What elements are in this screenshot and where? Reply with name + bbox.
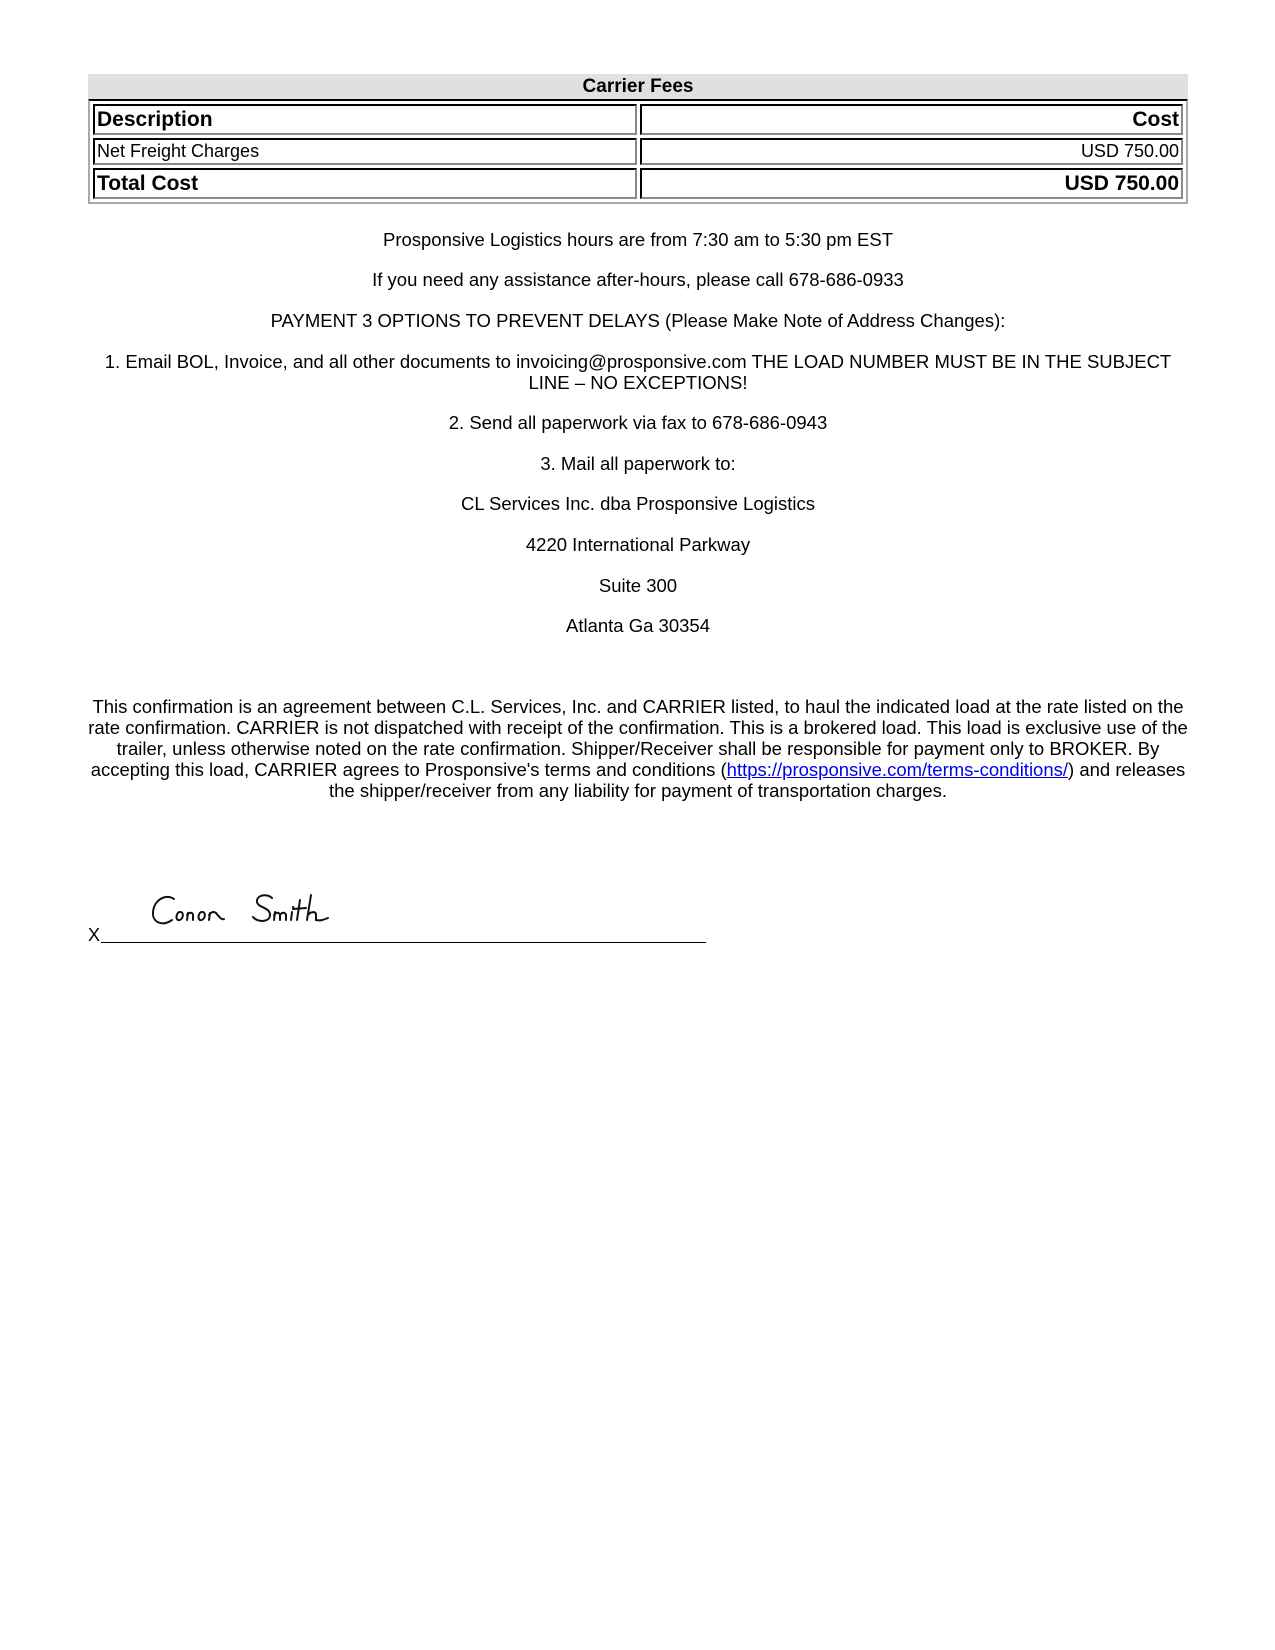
payment-option-fax: 2. Send all paperwork via fax to 678-686-0943	[448, 412, 828, 433]
address-line-suite: Suite 300	[598, 575, 678, 596]
fee-cost: USD 750.00	[640, 138, 1184, 165]
agreement-text-end: ) and releases the shipper/receiver from any liability for payment of transportation charges.	[329, 759, 1186, 801]
carrier-fees-table	[88, 99, 1188, 204]
office-hours-text: Prosponsive Logistics hours are from 7:30 am to 5:30 pm EST	[382, 229, 893, 250]
payment-options-header: PAYMENT 3 OPTIONS TO PREVENT DELAYS (Please Make Note of Address Changes):	[270, 310, 1006, 331]
fee-description: Net Freight Charges	[93, 138, 637, 165]
table-header-row	[93, 104, 1183, 135]
total-value: USD 750.00	[640, 168, 1184, 199]
column-header-description: Description	[93, 104, 637, 135]
payment-option-email: 1. Email BOL, Invoice, and all other documents to invoicing@prosponsive.com THE LOAD NUMBER MUST BE IN THE SUBJECT LINE – NO EXCEPTIONS!	[104, 351, 1172, 393]
agreement-text-start: This confirmation is an agreement between C.L. Services, Inc. and CARRIER listed, to haul the indicated load at the rate listed on the rate confirmation. CARRIER is not dispatched with receipt of the confirmation. This is a brokered load. This load is exclusive use of the trailer, unless otherwise noted on the rate confirmation. Shipper/Receiver shall be responsible for payment only to BROKER. By accepting this load, CARRIER agrees to Prosponsive's terms and conditions (	[88, 696, 1188, 780]
handwritten-signature	[150, 890, 350, 935]
total-row	[93, 168, 1183, 199]
payment-option-mail: 3. Mail all paperwork to:	[540, 453, 736, 474]
carrier-fees-section	[88, 74, 1188, 204]
address-line-city: Atlanta Ga 30354	[566, 615, 710, 636]
carrier-fees-title: Carrier Fees	[88, 74, 1188, 99]
terms-conditions-link[interactable]: https://prosponsive.com/terms-conditions/	[726, 759, 1069, 780]
address-line-company: CL Services Inc. dba Prosponsive Logistics	[460, 493, 816, 514]
signature-mark: X	[88, 925, 101, 945]
signature-line	[101, 942, 706, 943]
column-header-cost: Cost	[640, 104, 1184, 135]
after-hours-text: If you need any assistance after-hours, please call 678-686-0933	[372, 269, 904, 290]
signature-block	[88, 890, 708, 950]
address-line-street: 4220 International Parkway	[525, 534, 751, 555]
agreement-text	[88, 696, 1188, 801]
total-label: Total Cost	[93, 168, 637, 199]
table-row	[93, 138, 1183, 165]
